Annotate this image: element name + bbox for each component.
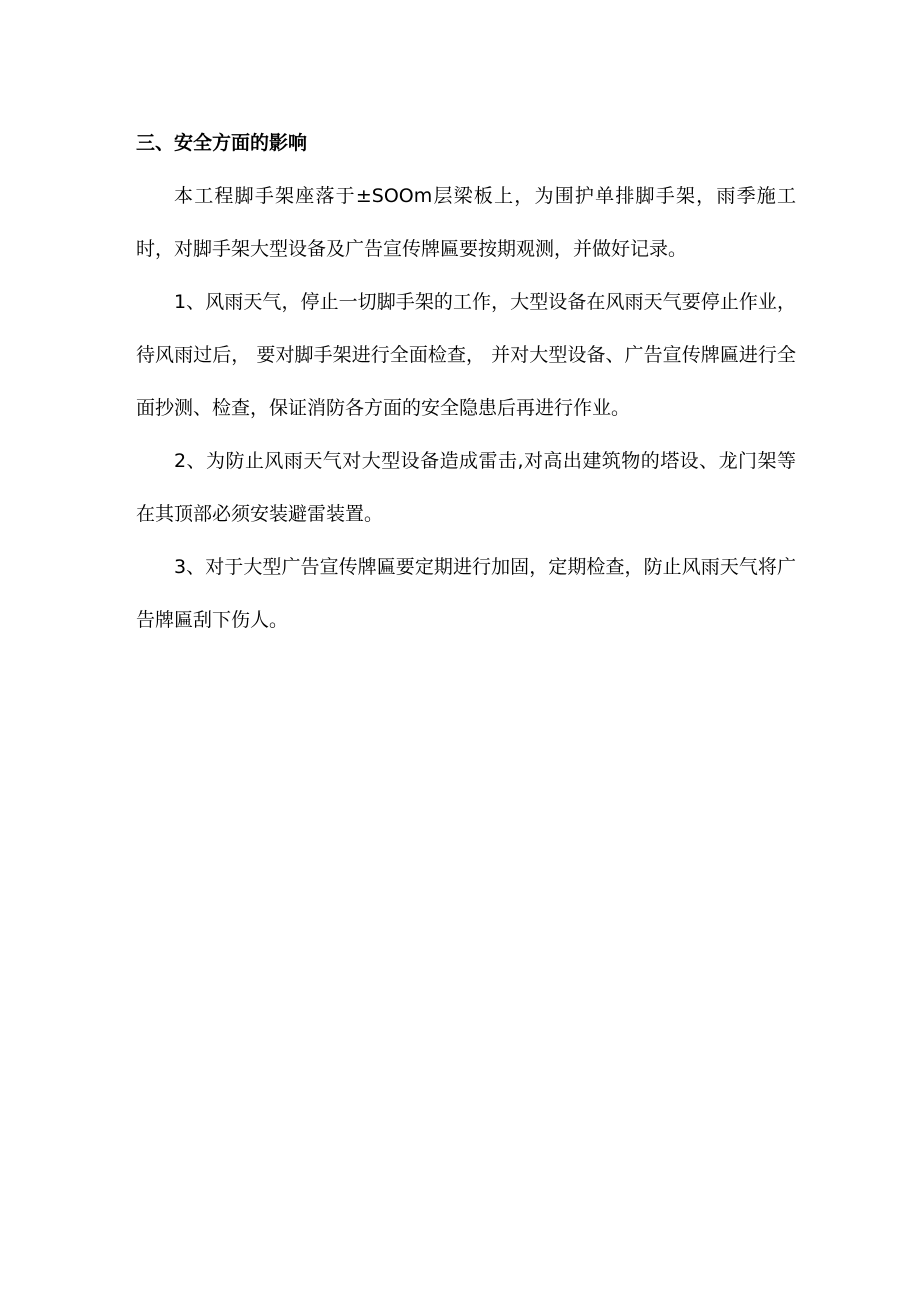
paragraph-intro: 本工程脚手架座落于±SOOm层梁板上，为围护单排脚手架，雨季施工时，对脚手架大型设备及广告宣传牌匾要按期观测，并做好记录。 — [136, 185, 796, 260]
document-body — [136, 124, 796, 647]
paragraph-item-3: 3、对于大型广告宣传牌匾要定期进行加固，定期检查，防止风雨天气将广告牌匾刮下伤人。 — [136, 556, 796, 631]
section-heading: 三、安全方面的影响 — [136, 132, 308, 154]
paragraph-item-1: 1、风雨天气，停止一切脚手架的工作，大型设备在风雨天气要停止作业， 待风雨过后， 要对脚手架进行全面检查， 并对大型设备、广告宣传牌匾进行全面抄测、检查，保证消防各方面的安全隐患后再进行作业。 — [136, 291, 796, 419]
paragraph-item-2: 2、为防止风雨天气对大型设备造成雷击,对高出建筑物的塔设、龙门架等在其顶部必须安装避雷装置。 — [136, 450, 796, 525]
